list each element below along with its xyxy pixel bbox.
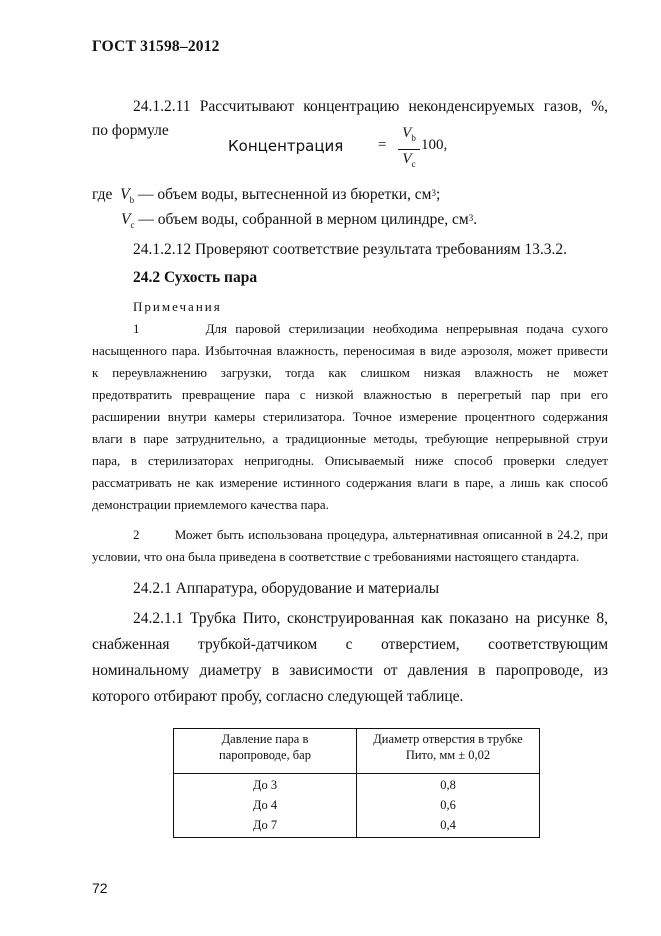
section-heading-24-2: 24.2 Сухость пара — [133, 269, 258, 286]
formula-lhs: Концентрация — [228, 137, 344, 155]
cell-pressure: До 7 — [174, 815, 357, 838]
note-1-line-2: насыщенного пара. Избыточная влажность, переносимая в виде аэрозоля, может привести — [92, 343, 608, 358]
page-number: 72 — [92, 880, 108, 896]
table-row — [174, 795, 540, 815]
note-1-line-3: к переувлажнению загрузки, тогда как слишком низкая влажность не может — [92, 365, 608, 380]
table-row — [174, 815, 540, 838]
notes-title: Примечания — [133, 299, 222, 314]
table-row — [174, 774, 540, 796]
paragraph-24-2-1-1-line-2: снабженная трубкой-датчиком с отверстием, соответствующим — [92, 636, 608, 653]
paragraph-24-1-2-11-line2: по формуле — [92, 122, 169, 139]
note-1-line-8: рассматривать не как измерение истинного содержания влаги в паре, а лишь как способ — [92, 475, 608, 490]
paragraph-24-2-1-1-line-1: 24.2.1.1 Трубка Пито, сконструированная как показано на рисунке 8, — [133, 610, 608, 627]
document-header: ГОСТ 31598–2012 — [92, 38, 220, 55]
note-1-line-5: расширении внутри камеры стерилизатора. Точное измерение процентного содержания — [92, 409, 608, 424]
paragraph-24-2-1-1-line-3: номинальному диаметру в зависимости от давления в паропроводе, из — [92, 662, 608, 679]
cell-diameter: 0,6 — [357, 795, 540, 815]
where-line-1: где $V_b$ — объем воды, вытесненной из бюретки, $см^3$; — [92, 186, 441, 206]
note-1-last-line: демонстрации приемлемого качества пара. — [92, 497, 329, 512]
formula-numerator: $V_b$ — [402, 125, 416, 143]
pitot-diameter-table — [173, 728, 540, 838]
header-diameter: Диаметр отверстия в трубке Пито, мм ± 0,02 — [357, 729, 540, 774]
formula-denominator: $V_c$ — [402, 151, 416, 169]
table-header-row — [174, 729, 540, 774]
note-1-line-4: предотвратить превращение пара с низкой влажностью в перегретый пар при его — [92, 387, 608, 402]
note-1-line-6: влаги в паре затруднительно, а традиционные методы, требующие непрерывной струи — [92, 431, 608, 446]
formula-equals: = — [378, 137, 387, 153]
cell-diameter: 0,4 — [357, 815, 540, 838]
header-pressure: Давление пара в паропроводе, бар — [174, 729, 357, 774]
paragraph-24-1-2-12: 24.1.2.12 Проверяют соответствие результата требованиям 13.3.2. — [133, 241, 568, 258]
note-1-line-7: пара, в стерилизаторах непригодны. Описываемый ниже способ проверки следует — [92, 453, 608, 468]
paragraph-24-2-1-1-last-line: которого отбирают пробу, согласно следующей таблице. — [92, 688, 464, 705]
concentration-formula — [228, 125, 488, 181]
cell-pressure: До 3 — [174, 774, 357, 796]
note-2-last-line: условии, что она была приведена в соответствие с требованиями настоящего стандарта. — [92, 549, 580, 564]
note-1-line-1: 1 Для паровой стерилизации необходима непрерывная подача сухого — [133, 321, 608, 336]
where-line-2: $V_c$ — объем воды, собранной в мерном цилиндре, $см^3$. — [121, 211, 478, 231]
cell-diameter: 0,8 — [357, 774, 540, 796]
cell-pressure: До 4 — [174, 795, 357, 815]
paragraph-24-1-2-11-line1: 24.1.2.11 Рассчитывают концентрацию неконденсируемых газов, %, — [133, 98, 608, 115]
formula-multiplier: 100, — [421, 137, 448, 153]
fraction-bar — [398, 149, 420, 150]
paragraph-24-2-1: 24.2.1 Аппаратура, оборудование и материалы — [133, 580, 440, 597]
note-2-line-1: 2 Может быть использована процедура, альтернативная описанной в 24.2, при — [133, 527, 608, 542]
